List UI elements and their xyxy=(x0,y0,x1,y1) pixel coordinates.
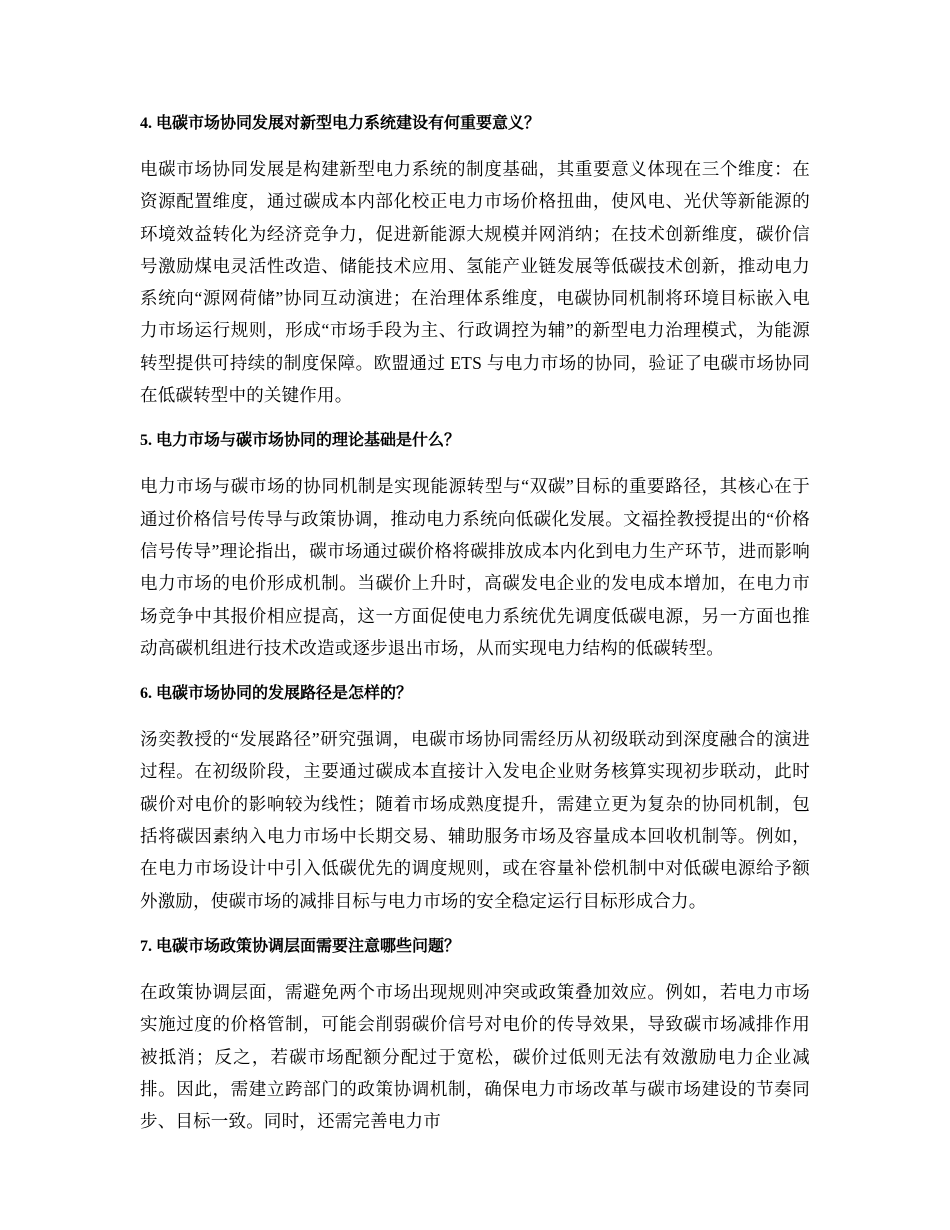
question-heading: 7. 电碳市场政策协调层面需要注意哪些问题？ xyxy=(140,937,461,955)
answer-paragraph: 电力市场与碳市场的协同机制是实现能源转型与“双碳”目标的重要路径，其核心在于通过价格信号传导与政策协调，推动电力系统向低碳化发展。文福拴教授提出的“价格信号传导”理论指出，碳市场通过碳价格将碳排放成本内化到电力生产环节，进而影响电力市场的电价形成机制。当碳价上升时，高碳发电企业的发电成本增加，在电力市场竞争中其报价相应提高，这一方面促使电力系统优先调度低碳电源，另一方面也推动高碳机组进行技术改造或逐步退出市场，从而实现电力结构的低碳转型。 xyxy=(140,476,810,658)
qa-section-5 xyxy=(140,429,810,664)
qa-section-6 xyxy=(140,682,810,917)
qa-section-4 xyxy=(140,112,810,411)
question-heading: 5. 电力市场与碳市场协同的理论基础是什么？ xyxy=(140,432,461,450)
answer-paragraph: 电碳市场协同发展是构建新型电力系统的制度基础，其重要意义体现在三个维度：在资源配置维度，通过碳成本内部化校正电力市场价格扭曲，使风电、光伏等新能源的环境效益转化为经济竞争力，促进新能源大规模并网消纳；在技术创新维度，碳价信号激励煤电灵活性改造、储能技术应用、氢能产业链发展等低碳技术创新，推动电力系统向“源网荷储”协同互动演进；在治理体系维度，电碳协同机制将环境目标嵌入电力市场运行规则，形成“市场手段为主、行政调控为辅”的新型电力治理模式，为能源转型提供可持续的制度保障。欧盟通过 ETS 与电力市场的协同，验证了电碳市场协同在低碳转型中的关键作用。 xyxy=(140,159,810,406)
answer-paragraph: 在政策协调层面，需避免两个市场出现规则冲突或政策叠加效应。例如，若电力市场实施过度的价格管制，可能会削弱碳价信号对电价的传导效果，导致碳市场减排作用被抵消；反之，若碳市场配额分配过于宽松，碳价过低则无法有效激励电力企业减排。因此，需建立跨部门的政策协调机制，确保电力市场改革与碳市场建设的节奏同步、目标一致。同时，还需完善电力市 xyxy=(140,981,810,1132)
qa-section-7 xyxy=(140,935,810,1137)
answer-paragraph: 汤奕教授的“发展路径”研究强调，电碳市场协同需经历从初级联动到深度融合的演进过程。在初级阶段，主要通过碳成本直接计入发电企业财务核算实现初步联动，此时碳价对电价的影响较为线性；随着市场成熟度提升，需建立更为复杂的协同机制，包括将碳因素纳入电力市场中长期交易、辅助服务市场及容量成本回收机制等。例如，在电力市场设计中引入低碳优先的调度规则，或在容量补偿机制中对低碳电源给予额外激励，使碳市场的减排目标与电力市场的安全稳定运行目标形成合力。 xyxy=(140,729,810,911)
document-page xyxy=(140,112,810,1155)
question-heading: 6. 电碳市场协同的发展路径是怎样的？ xyxy=(140,685,413,703)
question-heading: 4. 电碳市场协同发展对新型电力系统建设有何重要意义？ xyxy=(140,115,541,132)
